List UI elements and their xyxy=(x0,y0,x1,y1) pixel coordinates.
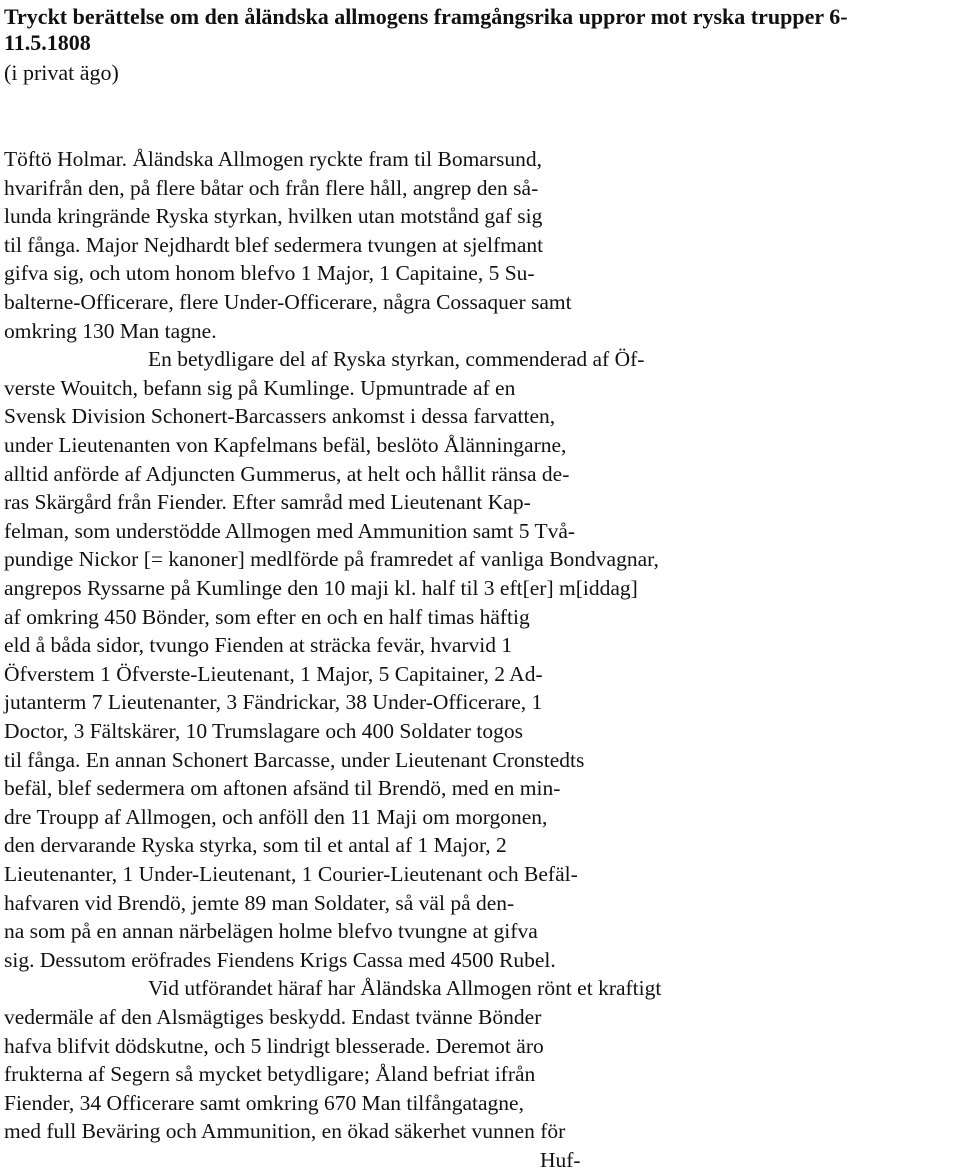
text-line: Vid utförandet häraf har Åländska Allmogen rönt et kraftigt xyxy=(148,976,662,1001)
text-line: Öfverstem 1 Öfverste-Lieutenant, 1 Major, 5 Capitainer, 2 Ad- xyxy=(4,661,543,686)
text-line: angrepos Ryssarne på Kumlinge den 10 maji kl. half til 3 eft[er] m[iddag] xyxy=(4,576,638,600)
text-line: En betydligare del af Ryska styrkan, commenderad af Öf- xyxy=(148,347,645,372)
text-line: hvarifrån den, på flere båtar och från flere håll, angrep den så- xyxy=(4,175,539,200)
text-line: dre Troupp af Allmogen, och anföll den 11 Maji om morgonen, xyxy=(4,804,548,829)
text-line: Svensk Division Schonert-Barcassers ankomst i dessa farvatten, xyxy=(4,404,556,429)
text-line: Lieutenanter, 1 Under-Lieutenant, 1 Courier-Lieutenant och Befäl- xyxy=(4,862,578,886)
text-line: hafva blifvit dödskutne, och 5 lindrigt blesserade. Deremot äro xyxy=(4,1033,544,1058)
text-line: gifva sig, och utom honom blefvo 1 Major, 1 Capitaine, 5 Su- xyxy=(4,261,535,286)
text-line: jutanterm 7 Lieutenanter, 3 Fändrickar, 38 Under-Officerare, 1 xyxy=(4,690,543,715)
text-line: til fånga. Major Nejdhardt blef sedermera tvungen at sjelfmant xyxy=(4,232,544,257)
text-line: frukterna af Segern så mycket betydligare; Åland befriat ifrån xyxy=(4,1062,536,1087)
text-line: med full Beväring och Ammunition, en ökad säkerhet vunnen för xyxy=(4,1119,566,1144)
text-line: vedermäle af den Alsmägtiges beskydd. Endast tvänne Bönder xyxy=(4,1005,542,1029)
text-line: Doctor, 3 Fältskärer, 10 Trumslagare och 400 Soldater togos xyxy=(4,719,523,743)
text-line: sig. Dessutom eröfrades Fiendens Krigs Cassa med 4500 Rubel. xyxy=(4,947,556,972)
text-line: na som på en annan närbelägen holme blefvo tvungne at gifva xyxy=(4,919,538,944)
text-line: af omkring 450 Bönder, som efter en och en half timas häftig xyxy=(4,604,530,629)
text-line: hafvaren vid Brendö, jemte 89 man Soldater, så väl på den- xyxy=(4,890,515,915)
catchword: Huf- xyxy=(540,1148,581,1172)
text-line: balterne-Officerare, flere Under-Officerare, några Cossaquer samt xyxy=(4,290,572,314)
text-line: Fiender, 34 Officerare samt omkring 670 Man tilfångatagne, xyxy=(4,1090,524,1115)
document-subtitle: (i privat ägo) xyxy=(4,60,119,85)
text-line: befäl, blef sedermera om aftonen afsänd til Brendö, med en min- xyxy=(4,776,561,801)
document-title-line-1: Tryckt berättelse om den åländska allmogens framgångsrika uppror mot ryska trupper 6- xyxy=(4,4,848,29)
text-line: felman, som understödde Allmogen med Ammunition samt 5 Två- xyxy=(4,518,576,543)
text-line: den dervarande Ryska styrka, som til et antal af 1 Major, 2 xyxy=(4,833,507,858)
text-line: lunda kringrände Ryska styrkan, hvilken utan motstånd gaf sig xyxy=(4,204,543,229)
text-line: til fånga. En annan Schonert Barcasse, under Lieutenant Cronstedts xyxy=(4,747,585,772)
text-line: alltid anförde af Adjuncten Gummerus, at helt och hållit ränsa de- xyxy=(4,461,570,486)
text-line: Töftö Holmar. Åländska Allmogen ryckte fram til Bomarsund, xyxy=(4,147,542,171)
text-line: ras Skärgård från Fiender. Efter samråd med Lieutenant Kap- xyxy=(4,490,531,515)
text-line: pundige Nickor [= kanoner] medlförde på framredet af vanliga Bondvagnar, xyxy=(4,547,659,572)
document-title-line-2: 11.5.1808 xyxy=(4,30,91,55)
text-line: under Lieutenanten von Kapfelmans befäl, beslöto Ålänningarne, xyxy=(4,433,567,457)
text-line: eld å båda sidor, tvungo Fienden at sträcka fevär, hvarvid 1 xyxy=(4,633,513,658)
text-line: verste Wouitch, befann sig på Kumlinge. Upmuntrade af en xyxy=(4,375,516,400)
text-line: omkring 130 Man tagne. xyxy=(4,318,217,343)
